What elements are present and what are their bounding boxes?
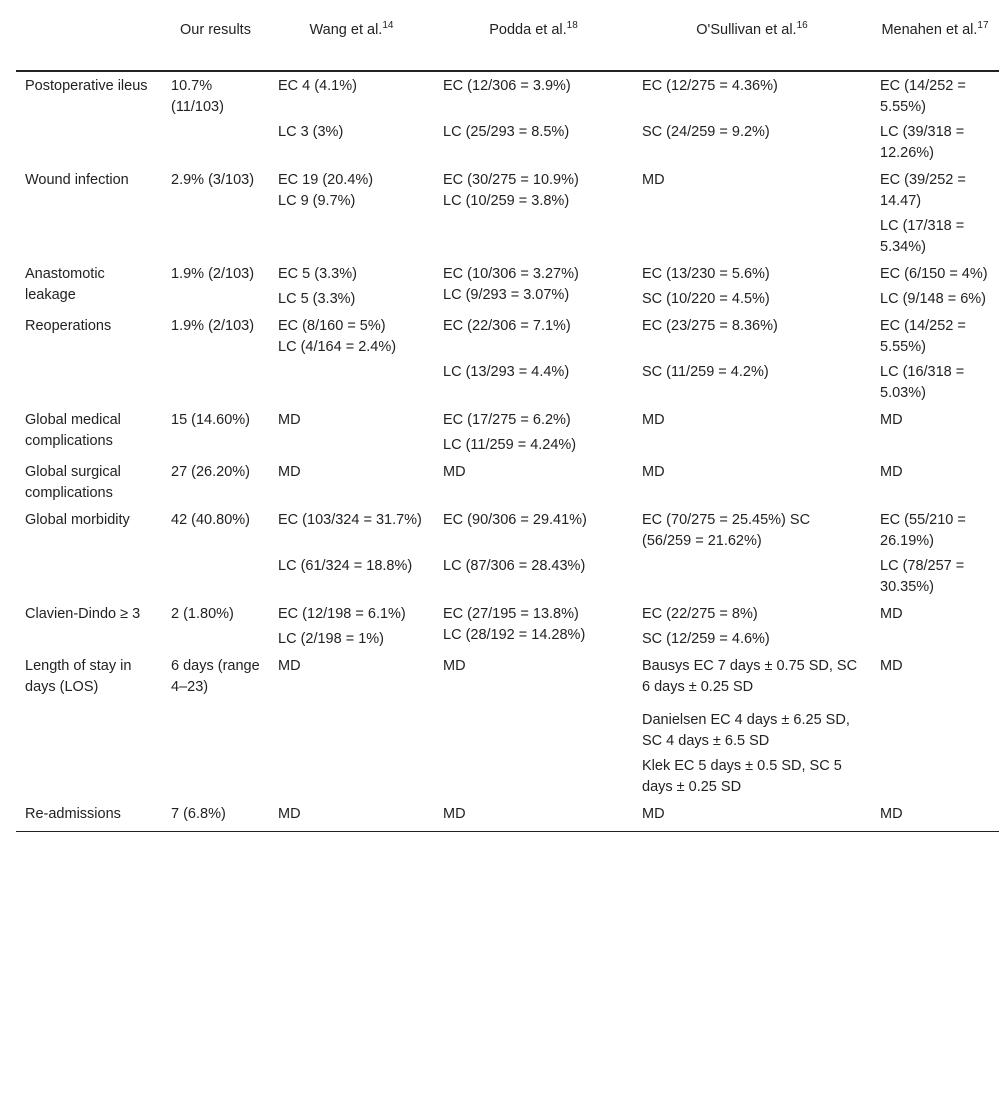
row-label: Anastomotic leakage: [25, 266, 105, 303]
cell-line: LC 9 (9.7%): [278, 193, 356, 209]
cell-wang: EC 5 (3.3%): [278, 266, 357, 282]
cell-wang: LC 5 (3.3%): [278, 291, 356, 307]
cell-menahen: MD: [880, 606, 903, 622]
header-label: O'Sullivan et al.: [696, 22, 797, 38]
cell-wang: [269, 166, 434, 260]
cell-menahen: EC (14/252 = 5.55%): [880, 78, 966, 115]
cell-osullivan: MD: [642, 172, 665, 188]
cell-osullivan: SC (12/259 = 4.6%): [642, 631, 770, 647]
row-label: Clavien-Dindo ≥ 3: [25, 606, 141, 622]
cell-osullivan: MD: [633, 800, 871, 832]
cell-line: LC (4/164 = 2.4%): [278, 339, 397, 355]
comparison-table: [16, 10, 999, 832]
cell-osullivan: MD: [642, 464, 665, 480]
cell-osullivan: Klek EC 5 days ± 0.5 SD, SC 5 days ± 0.25 SD: [642, 758, 842, 795]
cell-wang: EC (12/198 = 6.1%): [278, 606, 406, 622]
cell-wang: LC (61/324 = 18.8%): [278, 558, 413, 574]
cell-our-results: 2 (1.80%): [171, 606, 234, 622]
cell-osullivan: EC (12/275 = 4.36%): [642, 78, 778, 94]
row-label: Global medical complications: [25, 412, 121, 449]
header-podda: [434, 10, 633, 71]
row-label: Length of stay in days (LOS): [25, 658, 132, 695]
cell-line: LC (9/293 = 3.07%): [443, 287, 570, 303]
cell-our-results: 6 days (range 4–23): [171, 658, 260, 695]
cell-menahen: MD: [880, 464, 903, 480]
cell-osullivan: SC (10/220 = 4.5%): [642, 291, 770, 307]
table-row: [16, 458, 999, 506]
cell-podda: MD: [434, 800, 633, 832]
table-row: [16, 166, 999, 214]
cell-menahen: MD: [880, 658, 903, 674]
cell-osullivan: EC (13/230 = 5.6%): [642, 266, 770, 282]
cell-podda: LC (11/259 = 4.24%): [443, 437, 577, 453]
header-label: Our results: [180, 22, 251, 38]
cell-wang: LC (2/198 = 1%): [278, 631, 384, 647]
cell-wang: MD: [269, 800, 434, 832]
cell-our-results: 42 (40.80%): [171, 512, 250, 528]
cell-podda: MD: [443, 464, 466, 480]
cell-osullivan: MD: [642, 412, 665, 428]
cell-osullivan: EC (70/275 = 25.45%) SC (56/259 = 21.62%): [642, 512, 811, 549]
cell-menahen: MD: [871, 800, 999, 832]
cell-wang: [269, 312, 434, 406]
cell-menahen: LC (39/318 = 12.26%): [880, 124, 965, 161]
row-label: Re-admissions: [16, 800, 162, 832]
cell-osullivan: EC (22/275 = 8%): [642, 606, 758, 622]
table-row: [16, 71, 999, 120]
cell-wang: EC (103/324 = 31.7%): [278, 512, 422, 528]
cell-wang: MD: [278, 658, 301, 674]
header-menahen: [871, 10, 999, 71]
header-empty: [16, 10, 162, 71]
cell-wang: MD: [278, 464, 301, 480]
cell-podda: MD: [443, 658, 466, 674]
cell-our-results: 1.9% (2/103): [171, 266, 255, 282]
reference-superscript: 17: [977, 20, 989, 32]
cell-our-results: 2.9% (3/103): [171, 172, 255, 188]
cell-osullivan: EC (23/275 = 8.36%): [642, 318, 778, 334]
cell-menahen: EC (39/252 = 14.47): [880, 172, 966, 209]
cell-line: EC (27/195 = 13.8%): [443, 606, 579, 622]
cell-menahen: EC (6/150 = 4%): [880, 266, 988, 282]
cell-podda: EC (17/275 = 6.2%): [443, 412, 571, 428]
row-label: Postoperative ileus: [25, 78, 148, 94]
cell-our-results: 7 (6.8%): [162, 800, 269, 832]
cell-wang: EC 4 (4.1%): [278, 78, 357, 94]
cell-podda: LC (13/293 = 4.4%): [443, 364, 570, 380]
cell-podda: EC (90/306 = 29.41%): [443, 512, 587, 528]
row-label: Global surgical complications: [25, 464, 121, 501]
cell-podda: [434, 600, 633, 652]
table-row: [16, 600, 999, 627]
table-header: [16, 10, 999, 71]
table-row: [16, 312, 999, 360]
cell-line: LC (28/192 = 14.28%): [443, 627, 586, 643]
cell-menahen: LC (78/257 = 30.35%): [880, 558, 965, 595]
cell-podda: [434, 260, 633, 312]
table-row: [16, 506, 999, 554]
header-label: Podda et al.: [489, 22, 567, 38]
cell-menahen: EC (55/210 = 26.19%): [880, 512, 966, 549]
row-label: Wound infection: [25, 172, 129, 188]
header-our-results: [162, 10, 269, 71]
cell-wang: LC 3 (3%): [278, 124, 344, 140]
cell-podda: LC (25/293 = 8.5%): [443, 124, 570, 140]
cell-osullivan: SC (11/259 = 4.2%): [642, 364, 769, 380]
cell-our-results: 1.9% (2/103): [171, 318, 255, 334]
row-label: Global morbidity: [25, 512, 130, 528]
cell-menahen: LC (16/318 = 5.03%): [880, 364, 965, 401]
cell-line: EC 19 (20.4%): [278, 172, 374, 188]
cell-podda: EC (12/306 = 3.9%): [443, 78, 571, 94]
header-label: Menahen et al.: [881, 22, 978, 38]
cell-menahen: LC (17/318 = 5.34%): [880, 218, 965, 255]
row-label: Reoperations: [25, 318, 112, 334]
header-osullivan: [633, 10, 871, 71]
cell-osullivan: Danielsen EC 4 days ± 6.25 SD, SC 4 days ± 6.5 SD: [642, 712, 850, 749]
header-label: Wang et al.: [309, 22, 383, 38]
table-row: [16, 800, 999, 832]
cell-podda: LC (87/306 = 28.43%): [443, 558, 586, 574]
cell-osullivan: Bausys EC 7 days ± 0.75 SD, SC 6 days ± 0.25 SD: [642, 658, 858, 695]
cell-our-results: 27 (26.20%): [171, 464, 250, 480]
table-row: [16, 652, 999, 708]
cell-podda: EC (22/306 = 7.1%): [443, 318, 571, 334]
cell-line: EC (10/306 = 3.27%): [443, 266, 579, 282]
cell-menahen: MD: [880, 412, 903, 428]
cell-line: EC (30/275 = 10.9%): [443, 172, 579, 188]
cell-menahen: LC (9/148 = 6%): [880, 291, 986, 307]
cell-osullivan: SC (24/259 = 9.2%): [642, 124, 770, 140]
reference-superscript: 16: [796, 20, 808, 32]
table-row: [16, 406, 999, 433]
table-row: [16, 260, 999, 287]
cell-wang: MD: [278, 412, 301, 428]
cell-podda: [434, 166, 633, 260]
cell-menahen: EC (14/252 = 5.55%): [880, 318, 966, 355]
cell-our-results: 10.7% (11/103): [171, 78, 224, 115]
reference-superscript: 18: [566, 20, 578, 32]
reference-superscript: 14: [382, 20, 394, 32]
cell-line: LC (10/259 = 3.8%): [443, 193, 570, 209]
header-wang: [269, 10, 434, 71]
cell-our-results: 15 (14.60%): [171, 412, 250, 428]
cell-line: EC (8/160 = 5%): [278, 318, 386, 334]
